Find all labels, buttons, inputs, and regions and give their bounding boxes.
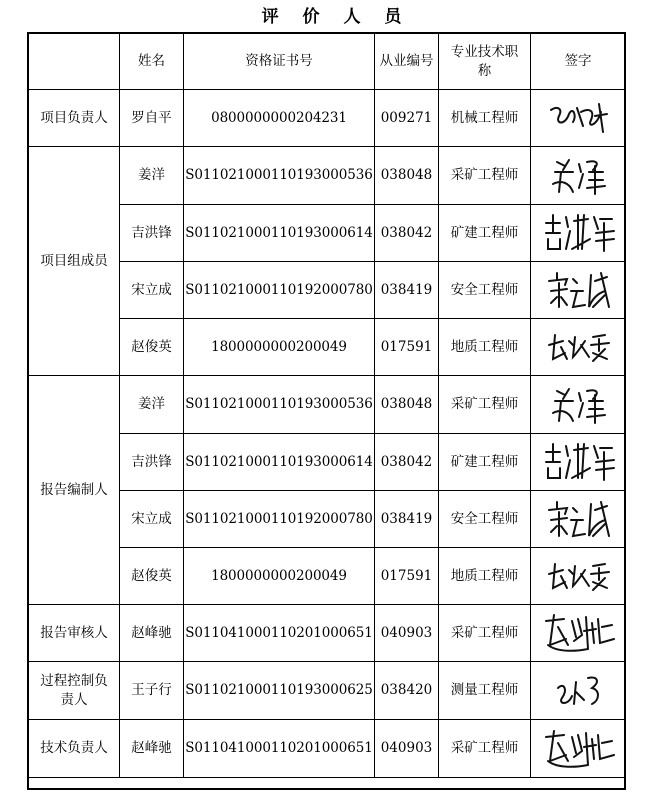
header-cert: 资格证书号 (184, 34, 375, 90)
cert-cell: S011041000110201000651 (184, 720, 375, 778)
cert-cell: S011041000110201000651 (184, 605, 375, 662)
role-cell: 报告审核人 (29, 605, 120, 662)
signature-cell (531, 262, 626, 319)
title-cell: 矿建工程师 (439, 205, 531, 262)
name-cell: 罗自平 (120, 90, 184, 147)
name-cell: 宋立成 (120, 491, 184, 548)
name-cell: 吉洪锋 (120, 434, 184, 491)
name-cell: 吉洪锋 (120, 205, 184, 262)
name-cell: 赵俊英 (120, 319, 184, 376)
role-cell: 技术负责人 (29, 720, 120, 778)
header-role (29, 34, 120, 90)
practice-cell: 040903 (375, 605, 439, 662)
role-cell: 项目组成员 (29, 147, 120, 376)
header-sign: 签字 (531, 34, 626, 90)
signature-image (543, 381, 613, 429)
practice-cell: 017591 (375, 548, 439, 605)
signature-cell (531, 434, 626, 491)
signature-cell (531, 376, 626, 434)
signature-cell (531, 720, 626, 778)
cert-cell: S011021000110193000614 (184, 434, 375, 491)
signature-cell (531, 147, 626, 205)
cert-cell: 1800000000200049 (184, 548, 375, 605)
evaluators-table (28, 33, 626, 778)
signature-image (540, 209, 616, 257)
signature-image (543, 556, 613, 596)
title-cell: 地质工程师 (439, 548, 531, 605)
practice-cell: 038048 (375, 147, 439, 205)
page-title: 评 价 人 员 (261, 7, 411, 27)
practice-cell: 017591 (375, 319, 439, 376)
table-header-row (29, 34, 626, 90)
table-row (29, 662, 626, 720)
title-cell: 测量工程师 (439, 662, 531, 720)
signature-image (548, 668, 608, 714)
name-cell: 宋立成 (120, 262, 184, 319)
title-cell: 采矿工程师 (439, 605, 531, 662)
table-row (29, 90, 626, 147)
practice-cell: 038419 (375, 491, 439, 548)
signature-image (543, 327, 613, 367)
signature-cell (531, 662, 626, 720)
name-cell: 赵峰驰 (120, 605, 184, 662)
title-cell: 采矿工程师 (439, 376, 531, 434)
cert-cell: S011021000110192000780 (184, 262, 375, 319)
name-cell: 姜洋 (120, 147, 184, 205)
title-cell: 机械工程师 (439, 90, 531, 147)
signature-image (538, 725, 618, 773)
cert-cell: S011021000110193000536 (184, 147, 375, 205)
signature-cell (531, 319, 626, 376)
practice-cell: 040903 (375, 720, 439, 778)
name-cell: 王子行 (120, 662, 184, 720)
header-practice: 从业编号 (375, 34, 439, 90)
name-cell: 赵俊英 (120, 548, 184, 605)
signature-cell (531, 205, 626, 262)
header-title: 专业技术职称 (439, 34, 531, 90)
practice-cell: 038042 (375, 205, 439, 262)
table-row (29, 720, 626, 778)
title-cell: 采矿工程师 (439, 147, 531, 205)
cert-cell: S011021000110192000780 (184, 491, 375, 548)
signature-cell (531, 491, 626, 548)
title-cell: 矿建工程师 (439, 434, 531, 491)
cert-cell: S011021000110193000625 (184, 662, 375, 720)
signature-image (540, 438, 616, 486)
cert-cell: 0800000000204231 (184, 90, 375, 147)
title-cell: 安全工程师 (439, 491, 531, 548)
signature-image (538, 609, 618, 657)
name-cell: 赵峰驰 (120, 720, 184, 778)
cert-cell: S011021000110193000536 (184, 376, 375, 434)
name-cell: 姜洋 (120, 376, 184, 434)
practice-cell: 038042 (375, 434, 439, 491)
cert-cell: S011021000110193000614 (184, 205, 375, 262)
practice-cell: 038048 (375, 376, 439, 434)
header-name: 姓名 (120, 34, 184, 90)
role-cell: 过程控制负责人 (29, 662, 120, 720)
cert-cell: 1800000000200049 (184, 319, 375, 376)
signature-image (543, 96, 613, 140)
title-cell: 安全工程师 (439, 262, 531, 319)
practice-cell: 009271 (375, 90, 439, 147)
practice-cell: 038419 (375, 262, 439, 319)
signature-image (543, 496, 613, 542)
role-cell: 报告编制人 (29, 376, 120, 605)
table-row (29, 147, 626, 205)
table-row (29, 605, 626, 662)
signature-image (543, 267, 613, 313)
signature-cell (531, 90, 626, 147)
title-cell: 地质工程师 (439, 319, 531, 376)
signature-cell (531, 548, 626, 605)
signature-cell (531, 605, 626, 662)
signature-image (543, 152, 613, 200)
role-cell: 项目负责人 (29, 90, 120, 147)
title-cell: 采矿工程师 (439, 720, 531, 778)
table-row (29, 376, 626, 434)
practice-cell: 038420 (375, 662, 439, 720)
